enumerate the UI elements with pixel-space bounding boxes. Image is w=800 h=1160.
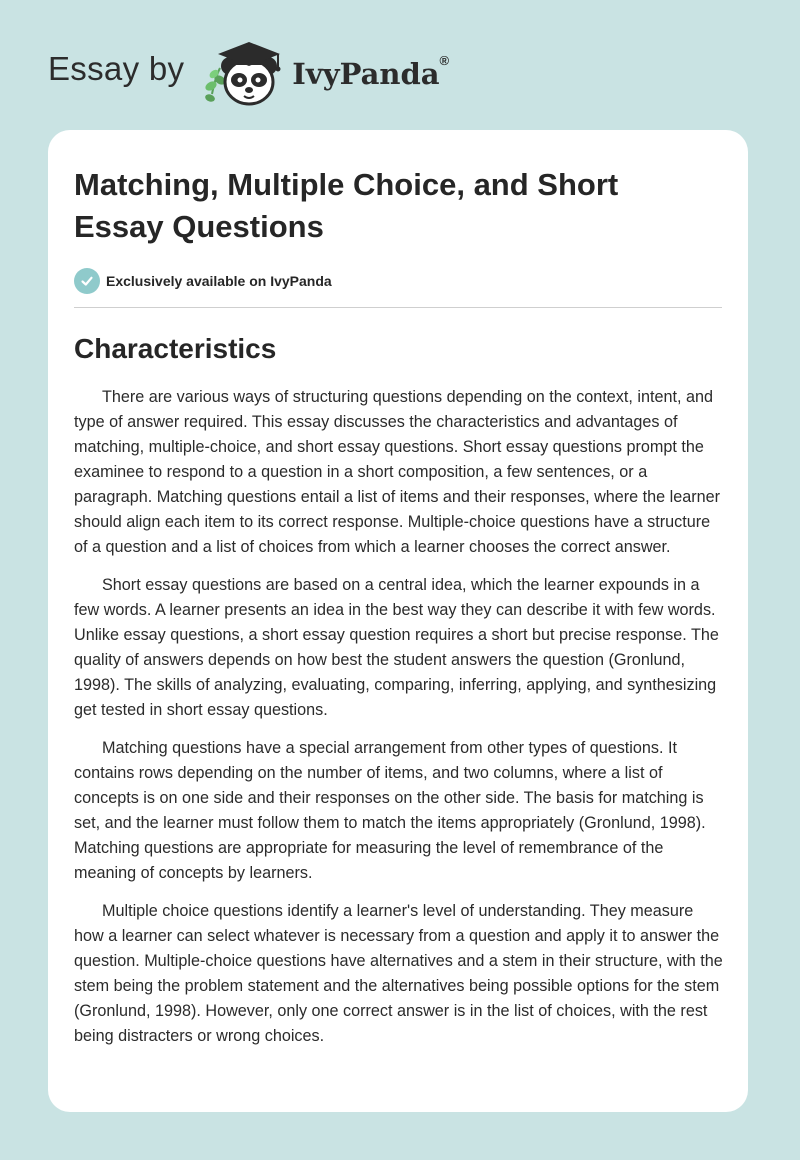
registered-mark: ® xyxy=(439,53,450,68)
paragraph: Matching questions have a special arrangement from other types of questions. It contains rows depending on the number of items, and two columns, where a list of concepts is on one side and their responses on the other side. The basis for matching is set, and the learner must follow them to match the items appropriately (Gronlund, 1998). Matching questions are appropriate for measuring the level of remembrance of the meaning of concepts by learners. xyxy=(74,739,706,882)
essay-by-label: Essay by xyxy=(48,50,185,87)
essay-body xyxy=(74,385,724,1049)
title-divider xyxy=(74,307,722,308)
site-header xyxy=(48,36,449,108)
paragraph: There are various ways of structuring questions depending on the context, intent, and type of answer required. This essay discusses the characteristics and advantages of matching, multiple-choice, and short essay questions. Short essay questions prompt the examinee to respond to a question in a short composition, a few sentences, or a paragraph. Matching questions entail a list of items and their responses, where the learner should align each item to its correct response. Multiple-choice questions have a structure of a question and a list of choices from which a learner chooses the correct answer. xyxy=(74,388,721,556)
essay-card xyxy=(48,130,748,1112)
exclusive-badge-text: Exclusively available on IvyPanda xyxy=(106,273,332,289)
essay-title: Matching, Multiple Choice, and Short Essay Questions xyxy=(74,167,619,244)
panda-logo-icon[interactable] xyxy=(198,36,290,108)
brand-name-text: IvyPanda xyxy=(292,57,440,91)
check-icon xyxy=(74,268,100,294)
brand-name xyxy=(292,53,450,91)
exclusive-badge xyxy=(74,268,722,294)
paragraph: Short essay questions are based on a central idea, which the learner expounds in a few words. A learner presents an idea in the best way they can describe it with few words. Unlike essay questions, a short essay question requires a short but precise response. The quality of answers depends on how best the student answers the question (Gronlund, 1998). The skills of analyzing, evaluating, comparing, inferring, applying, and synthesizing get tested in short essay questions. xyxy=(74,576,719,719)
section-heading: Characteristics xyxy=(74,333,277,364)
paragraph: Multiple choice questions identify a learner's level of understanding. They measure how a learner can select whatever is necessary from a question and apply it to answer the question. Multiple-choice questions have alternatives and a stem in their structure, with the stem being the problem statement and the alternatives being possible options for the stem (Gronlund, 1998). However, only one correct answer is in the list of choices, with the rest being distracters or wrong choices. xyxy=(74,902,723,1045)
